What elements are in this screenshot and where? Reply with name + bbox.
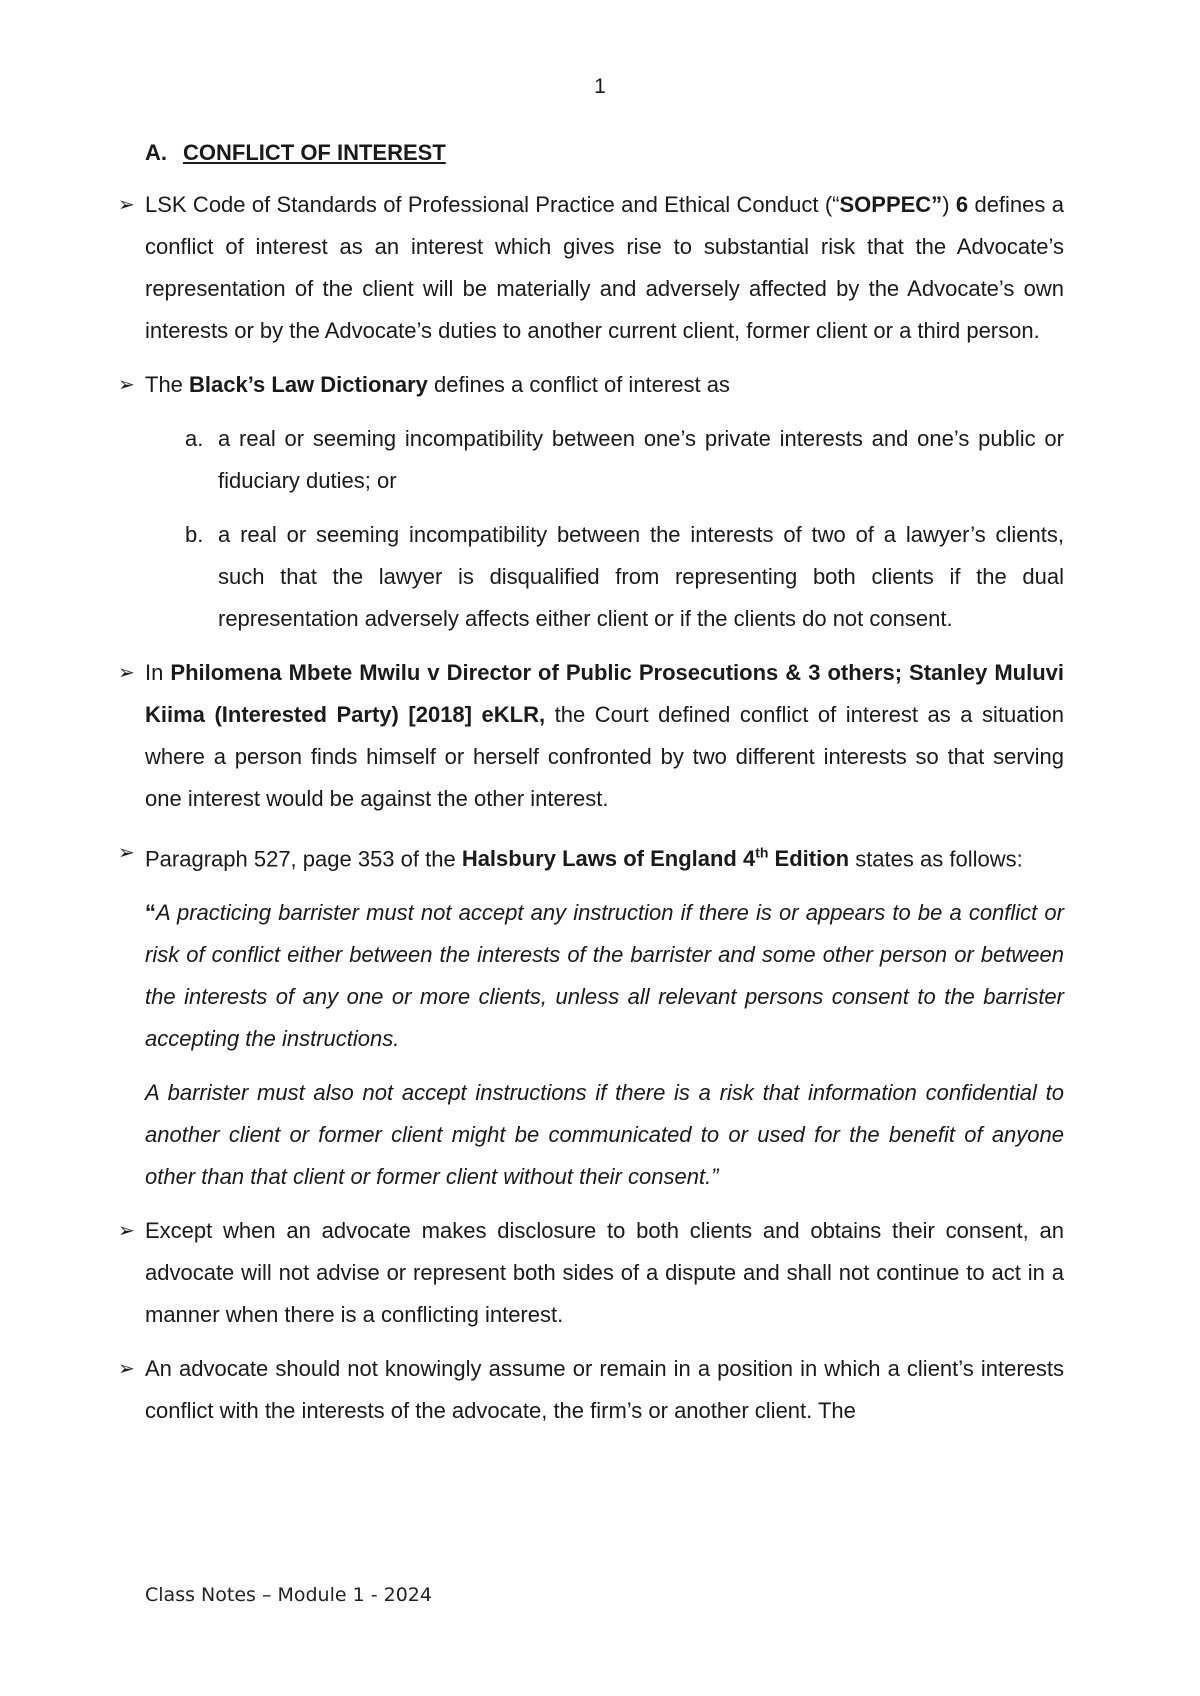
block-quote — [118, 892, 1064, 1060]
arrow-bullet-icon: ➢ — [118, 662, 135, 684]
bullet-halsbury — [118, 832, 1064, 880]
bold-text — [462, 846, 849, 871]
text: Except when an advocate makes disclosure to both clients and obtains their consent, an advocate will not advise or represent both sides of a dispute and shall not continue to act in a manner when there is a conflicting interest. — [145, 1218, 1064, 1328]
text: Paragraph 527, page 353 of the — [145, 846, 462, 872]
bullet-soppec-definition — [118, 184, 1064, 352]
list-item-text: a real or seeming incompatibility between one’s private interests and one’s public or fiduciary duties; or — [218, 426, 1064, 493]
definition-list — [118, 418, 1064, 640]
bold-text: Black’s Law Dictionary — [189, 372, 428, 397]
arrow-bullet-icon: ➢ — [118, 1358, 135, 1381]
quote-text: A barrister must also not accept instructions if there is a risk that information confidential to another client or former client might be communicated to or used for the benefit of anyone other than that client or former client without their consent.” — [145, 1080, 1064, 1190]
bullet-mwilu-case — [118, 652, 1064, 820]
page-footer: Class Notes – Module 1 - 2024 — [145, 1584, 432, 1606]
text: The — [145, 372, 190, 397]
arrow-bullet-icon: ➢ — [118, 194, 135, 216]
text: LSK Code of Standards of Professional Practice and Ethical Conduct (“ — [145, 192, 840, 217]
list-item — [118, 418, 1064, 502]
case-citation: Philomena Mbete Mwilu v Director of Public Prosecutions & 3 others; Stanley Muluvi Kiima (Interested Party) [2018] eKLR, — [145, 660, 1064, 727]
section-letter: A. — [145, 140, 167, 165]
block-quote — [118, 1072, 1064, 1198]
text: ) — [942, 192, 956, 217]
bold-text-part: Halsbury Laws of England 4 — [461, 846, 756, 872]
bullet-blacks-law — [118, 364, 1064, 406]
bullet-advocate-position — [118, 1348, 1064, 1432]
section-heading — [145, 140, 1064, 166]
document-body — [118, 140, 1064, 1444]
section-title: CONFLICT OF INTEREST — [183, 140, 446, 165]
bold-text: 6 — [955, 192, 969, 217]
arrow-bullet-icon: ➢ — [118, 1220, 135, 1243]
arrow-bullet-icon: ➢ — [118, 842, 135, 864]
text: the Court defined conflict of interest as a situation where a person finds himself or herself confronted by two different interests so that serving one interest would be against the other interest. — [145, 702, 1065, 811]
text: defines a conflict of interest as — [427, 372, 730, 397]
list-marker: b. — [185, 522, 204, 547]
open-quote: “ — [145, 900, 156, 926]
superscript: th — [755, 845, 769, 861]
arrow-bullet-icon: ➢ — [118, 374, 135, 396]
text: In — [145, 660, 171, 685]
list-marker: a. — [185, 426, 204, 451]
text: states as follows: — [849, 846, 1023, 872]
text: An advocate should not knowingly assume or remain in a position in which a client’s interests conflict with the interests of the advocate, the firm’s or another client. The — [145, 1356, 1064, 1424]
text: defines a conflict of interest as an interest which gives rise to substantial risk that the Advocate’s representation of the client will be materially and adversely affected by the Advocate’s own interests or by the Advocate’s duties to another current client, former client or a third person. — [145, 192, 1064, 343]
bullet-disclosure — [118, 1210, 1064, 1336]
list-item-text: a real or seeming incompatibility between the interests of two of a lawyer’s clients, such that the lawyer is disqualified from representing both clients if the dual representation adversely affects either client or if the clients do not consent. — [218, 522, 1064, 631]
list-item — [118, 514, 1064, 640]
bold-text: SOPPEC” — [839, 192, 943, 217]
page-number: 1 — [594, 75, 606, 98]
quote-text: A practicing barrister must not accept any instruction if there is or appears to be a conflict or risk of conflict either between the interests of the barrister and some other person or between the interests of any one or more clients, unless all relevant persons consent to the barrister accepting the instructions. — [145, 900, 1064, 1052]
bold-text-part: Edition — [768, 846, 850, 872]
